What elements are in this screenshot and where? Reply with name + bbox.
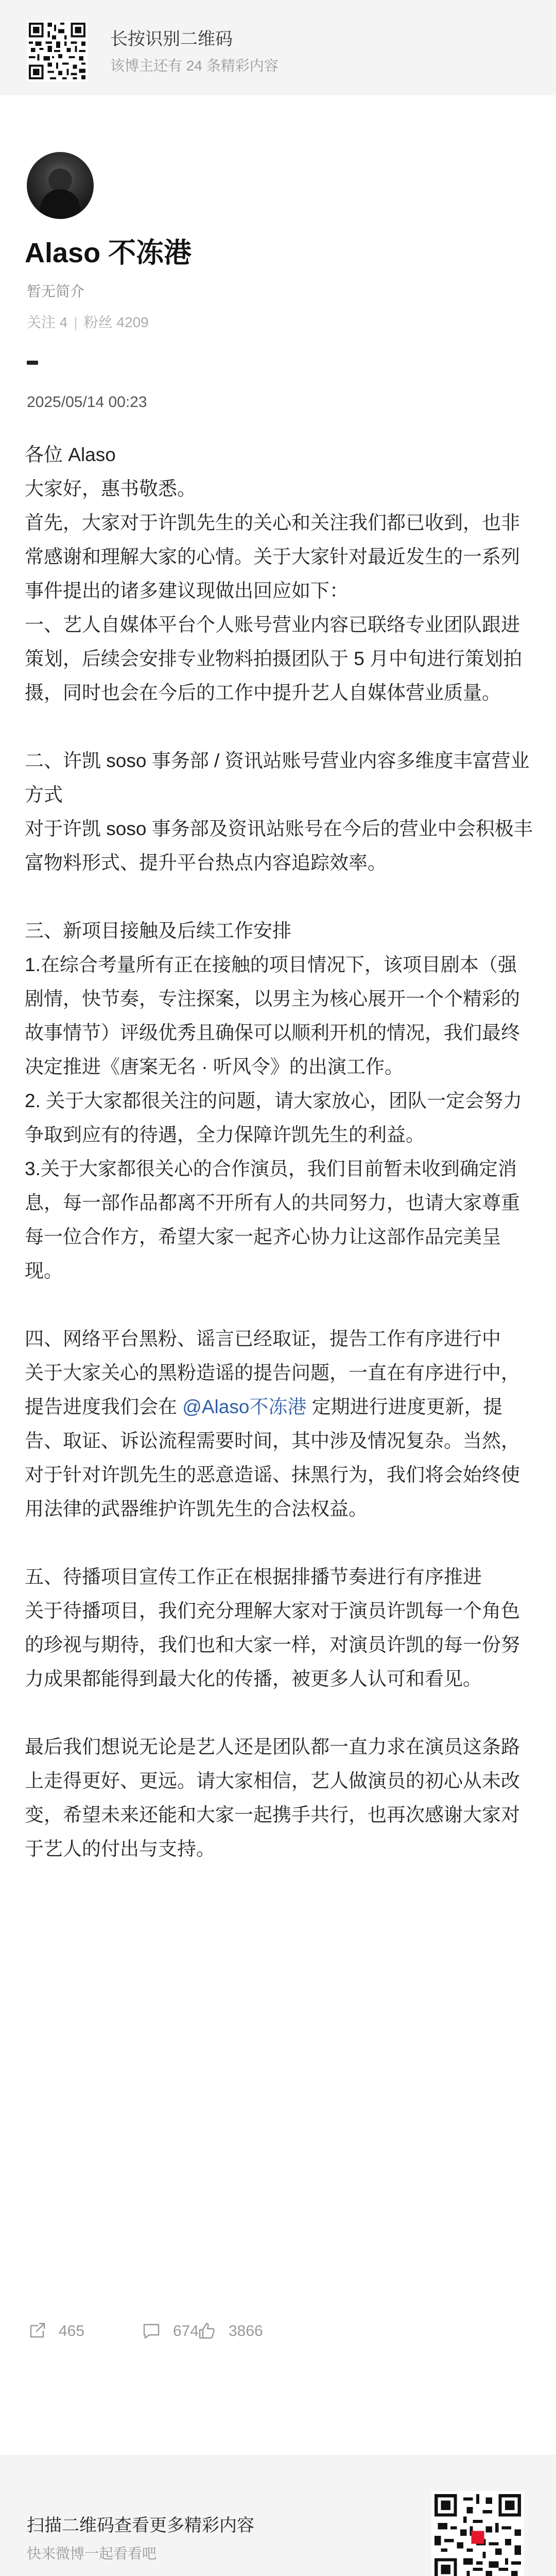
post-paragraph: 2. 关于大家都很关注的问题，请大家放心，团队一定会努力争取到应有的待遇，全力保障许凯先生的利益。: [25, 1090, 523, 1145]
qr-banner-top: [0, 0, 556, 95]
comment-icon: [141, 2320, 162, 2341]
post-paragraph: 最后我们想说无论是艺人还是团队都一直力求在演员这条路上走得更好、更远。请大家相信，艺人做演员的初心从未改变，希望未来还能和大家一起携手共行，也再次感谢大家对于艺人的付出与支持。: [25, 1736, 520, 1859]
post-paragraph: 三、新项目接触及后续工作安排: [25, 920, 291, 941]
divider: [27, 361, 38, 365]
qr-banner-title: 长按识别二维码: [110, 29, 233, 49]
post-paragraph: 首先，大家对于许凯先生的关心和关注我们都已收到，也非常感谢和理解大家的心情。关于大家针对最近发生的一系列事件提出的诸多建议现做出回应如下：: [25, 512, 520, 601]
post-paragraph: 关于待播项目，我们充分理解大家对于演员许凯每一个角色的珍视与期待，我们也和大家一样，对演员许凯的每一份努力成果都能得到最大化的传播，被更多人认可和看见。: [25, 1600, 520, 1689]
post-paragraph: 对于许凯 soso 事务部及资讯站账号在今后的营业中会积极丰富物料形式、提升平台热点内容追踪效率。: [25, 818, 533, 873]
bottom-banner-title: 扫描二维码查看更多精彩内容: [27, 2516, 254, 2535]
qr-banner-subtitle: 该博主还有 24 条精彩内容: [110, 58, 279, 74]
profile-name[interactable]: Alaso 不冻港: [25, 238, 192, 268]
post-paragraph: 各位 Alaso: [25, 444, 116, 465]
post-body: [25, 438, 534, 1866]
qr-code[interactable]: [431, 2491, 524, 2576]
post-paragraph: 四、网络平台黑粉、谣言已经取证，提告工作有序进行中: [25, 1328, 501, 1349]
post-text: 关于大家关心的黑粉造谣的提告问题，一直在有序进行中，提告进度我们会在: [25, 1362, 520, 1417]
post-paragraph: 二、许凯 soso 事务部 / 资讯站账号营业内容多维度丰富营业方式: [25, 750, 530, 805]
following-count[interactable]: 关注 4: [27, 314, 68, 330]
qr-banner-bottom: [0, 2455, 556, 2576]
repost-count: 465: [59, 2323, 85, 2340]
like-count: 3866: [229, 2323, 263, 2340]
share-icon: [27, 2320, 47, 2341]
thumbs-up-icon: [197, 2320, 217, 2341]
profile-bio: 暂无简介: [27, 283, 85, 299]
followers-count[interactable]: 粉丝 4209: [83, 314, 149, 330]
post-paragraph: 大家好，惠书敬悉。: [25, 478, 196, 499]
post-date: 2025/05/14 00:23: [27, 394, 147, 411]
post-text: 定期进行进度更新，提告、取证、诉讼流程需要时间，其中涉及情况复杂。当然，对于针对许凯先生的恶意造谣、抹黑行为，我们将会始终使用法律的武器维护许凯先生的合法权益。: [25, 1396, 520, 1519]
avatar[interactable]: [27, 152, 94, 219]
mention-link[interactable]: @Alaso不冻港: [182, 1396, 307, 1417]
comment-count: 674: [173, 2323, 199, 2340]
post-paragraph: 1.在综合考量所有正在接触的项目情况下，该项目剧本（强剧情，快节奏，专注探案，以男主为核心展开一个个精彩的故事情节）评级优秀且确保可以顺利开机的情况，我们最终决定推进《唐案无名 · 听风令》的出演工作。: [25, 954, 520, 1077]
bottom-banner-subtitle: 快来微博一起看看吧: [27, 2546, 157, 2562]
post-paragraph: 一、艺人自媒体平台个人账号营业内容已联络专业团队跟进策划，后续会安排专业物料拍摄团队于 5 月中旬进行策划拍摄，同时也会在今后的工作中提升艺人自媒体营业质量。: [25, 614, 523, 703]
post-paragraph: 3.关于大家都很关心的合作演员，我们目前暂未收到确定消息，每一部作品都离不开所有人的共同努力，也请大家尊重每一位合作方，希望大家一起齐心协力让这部作品完美呈现。: [25, 1158, 520, 1281]
profile-stats: 关注 4 | 粉丝 4209: [27, 314, 149, 330]
post-paragraph: 五、待播项目宣传工作正在根据排播节奏进行有序推进: [25, 1566, 482, 1587]
post-paragraph: [25, 1356, 534, 1526]
qr-code[interactable]: [27, 21, 88, 81]
